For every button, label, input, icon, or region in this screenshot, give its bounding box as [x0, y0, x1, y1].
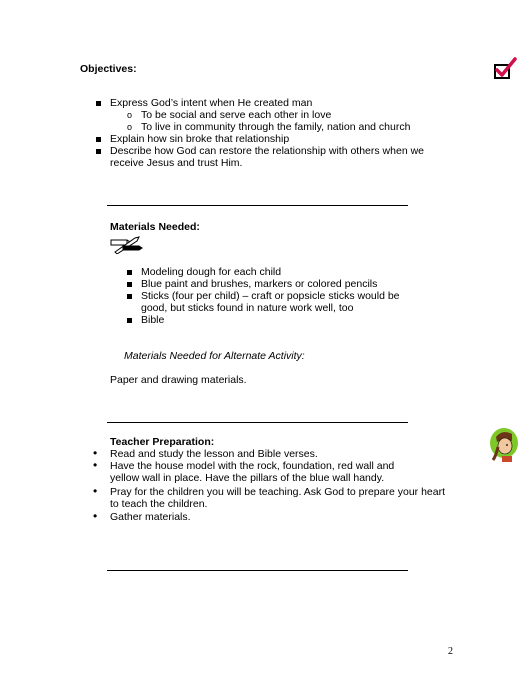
circle-bullet: o [127, 110, 133, 120]
objective-subitem: To be social and serve each other in love [141, 109, 332, 121]
teacher-face-icon [488, 427, 518, 463]
materials-heading: Materials Needed: [110, 221, 200, 233]
material-item-continued: good, but sticks found in nature work well, too [141, 302, 354, 314]
material-item: Sticks (four per child) – craft or popsicle sticks would be [141, 290, 400, 302]
section-divider [107, 422, 408, 423]
bullet: • [93, 446, 98, 460]
bullet: • [93, 484, 98, 498]
bullet [127, 294, 132, 299]
objective-item: Express God’s intent when He created man [110, 97, 313, 109]
bullet [127, 282, 132, 287]
section-divider [107, 205, 408, 206]
checkbox-check-icon [493, 57, 517, 81]
objectives-heading: Objectives: [80, 63, 137, 75]
alternate-materials-text: Paper and drawing materials. [110, 374, 247, 386]
bullet [96, 137, 101, 142]
objective-item: Explain how sin broke that relationship [110, 133, 290, 145]
preparation-item: Read and study the lesson and Bible verses. [110, 448, 318, 460]
bullet [96, 149, 101, 154]
section-divider [107, 570, 408, 571]
preparation-item: Pray for the children you will be teaching. Ask God to prepare your heart [110, 486, 446, 498]
circle-bullet: o [127, 122, 133, 132]
bullet [127, 270, 132, 275]
objective-subitem: To live in community through the family, nation and church [141, 121, 411, 133]
objective-item: Describe how God can restore the relationship with others when we [110, 145, 424, 157]
bullet [96, 101, 101, 106]
bullet [127, 318, 132, 323]
material-item: Blue paint and brushes, markers or colored pencils [141, 278, 378, 290]
bullet: • [93, 458, 98, 472]
preparation-item: Have the house model with the rock, foundation, red wall and [110, 460, 395, 472]
page-number: 2 [448, 646, 453, 657]
pencil-crayon-icon [109, 234, 143, 254]
preparation-heading: Teacher Preparation: [110, 436, 215, 448]
preparation-item: Gather materials. [110, 511, 191, 523]
objective-item-continued: receive Jesus and trust Him. [110, 157, 243, 169]
material-item: Modeling dough for each child [141, 266, 282, 278]
material-item: Bible [141, 314, 165, 326]
preparation-item-continued: to teach the children. [110, 498, 208, 510]
bullet: • [93, 509, 98, 523]
alternate-materials-heading: Materials Needed for Alternate Activity: [124, 350, 305, 362]
preparation-item-continued: yellow wall in place. Have the pillars of the blue wall handy. [110, 472, 385, 484]
